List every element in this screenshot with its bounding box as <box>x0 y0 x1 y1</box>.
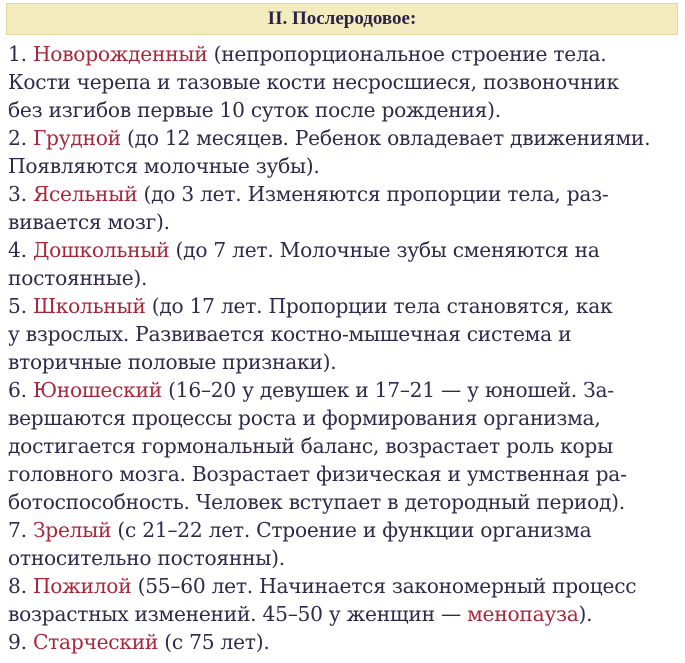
item-number: 9. <box>8 630 27 654</box>
item-number: 5. <box>8 294 27 318</box>
stage-term: Юношеский <box>32 378 162 402</box>
item-number: 4. <box>8 238 27 262</box>
list-item <box>8 236 680 292</box>
item-text: (16–20 у девушек и 17–21 — у юношей. За- <box>161 378 614 402</box>
list-item <box>8 292 680 376</box>
stage-term: Новорожденный <box>32 42 208 66</box>
item-text: ). <box>578 602 593 626</box>
item-text: (с 75 лет). <box>158 630 270 654</box>
stage-term: Ясельный <box>32 182 138 206</box>
item-text: (до 12 месяцев. Ребенок овладевает движениями. <box>120 126 651 150</box>
item-text: (55–60 лет. Начинается закономерный процесс <box>131 574 637 598</box>
item-number: 7. <box>8 518 27 542</box>
item-number: 1. <box>8 42 27 66</box>
section-header <box>6 3 678 35</box>
stage-term: Зрелый <box>32 518 112 542</box>
item-text: достигается гормональный баланс, возрастает роль коры <box>8 434 613 458</box>
item-text: головного мозга. Возрастает физическая и умственная ра- <box>8 462 627 486</box>
item-text: (до 17 лет. Пропорции тела становятся, как <box>145 294 613 318</box>
item-text: вторичные половые признаки). <box>8 350 337 374</box>
list-item <box>8 572 680 628</box>
stage-term: Старческий <box>32 630 159 654</box>
stage-term: Школьный <box>32 294 146 318</box>
item-text: (до 7 лет. Молочные зубы сменяются на <box>169 238 600 262</box>
item-number: 6. <box>8 378 27 402</box>
list-item <box>8 628 680 656</box>
stage-term: Пожилой <box>32 574 132 598</box>
stage-term: Дошкольный <box>32 238 170 262</box>
item-text: (до 3 лет. Изменяются пропорции тела, раз- <box>137 182 609 206</box>
list-item <box>8 376 680 516</box>
item-number: 3. <box>8 182 27 206</box>
item-text: без изгибов первые 10 суток после рождения). <box>8 98 501 122</box>
item-text: (непропорциональное строение тела. <box>207 42 607 66</box>
item-text: вивается мозг). <box>8 210 170 234</box>
list-item <box>8 516 680 572</box>
section-title: II. Послеродовое: <box>267 8 417 29</box>
item-number: 2. <box>8 126 27 150</box>
item-text: относительно постоянны). <box>8 546 285 570</box>
stage-term: Грудной <box>32 126 121 150</box>
highlighted-term: менопауза <box>467 602 579 626</box>
item-text: (с 21–22 лет. Строение и функции организма <box>111 518 592 542</box>
item-text: у взрослых. Развивается костно-мышечная система и <box>8 322 572 346</box>
list-item <box>8 124 680 180</box>
stage-list <box>8 40 680 656</box>
item-text: вершаются процессы роста и формирования организма, <box>8 406 601 430</box>
item-text: Кости черепа и тазовые кости несросшиеся, позвоночник <box>8 70 619 94</box>
item-text: возрастных изменений. 45–50 у женщин — <box>8 602 468 626</box>
item-number: 8. <box>8 574 27 598</box>
item-text: Появляются молочные зубы). <box>8 154 320 178</box>
item-text: постоянные). <box>8 266 148 290</box>
item-text: ботоспособность. Человек вступает в детородный период). <box>8 490 625 514</box>
list-item <box>8 180 680 236</box>
list-item <box>8 40 680 124</box>
